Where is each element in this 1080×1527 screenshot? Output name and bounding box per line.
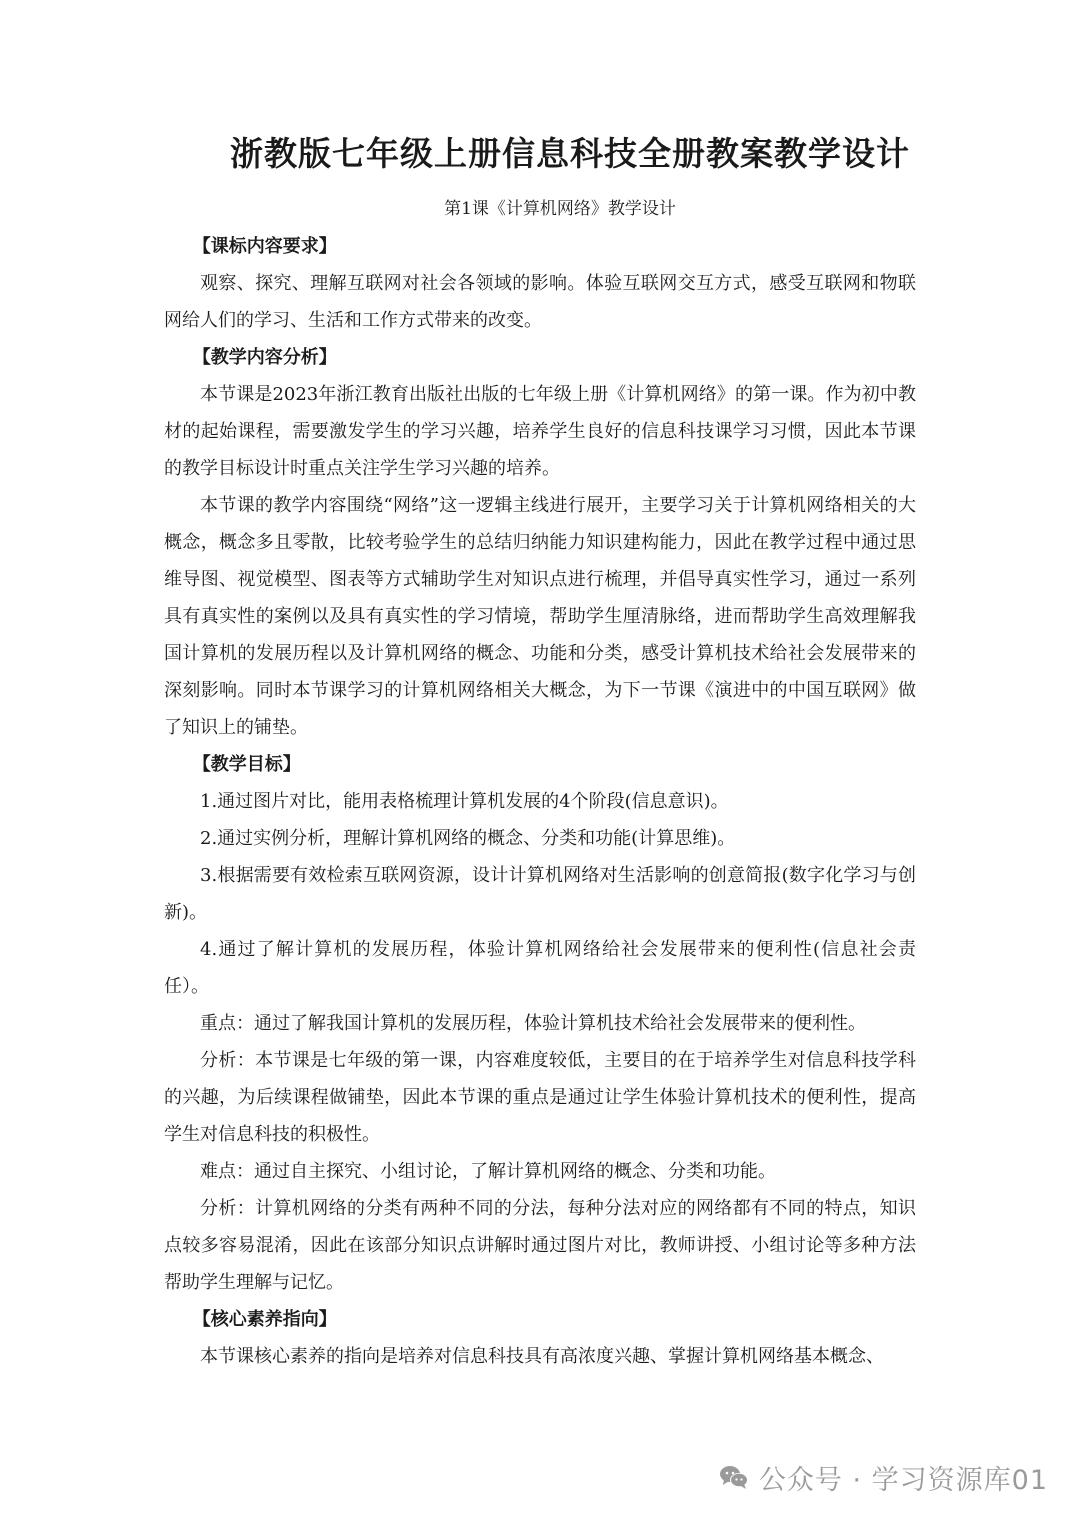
key-point: 重点：通过了解我国计算机的发展历程，体验计算机技术给社会发展带来的便利性。 — [200, 1013, 866, 1034]
section-heading: 【教学目标】 — [192, 754, 301, 775]
paragraph: 本节课的教学内容围绕“网络”这一逻辑主线进行展开，主要学习关于计算机网络相关的大概念，概念多且零散，比较考验学生的总结归纳能力知识建构能力，因此在教学过程中通过思维导图、视觉模型、图表等方式辅助学生对知识点进行梳理，并倡导真实性学习，通过一系列具有真实性的案例以及具有真实性的学习情境，帮助学生厘清脉络，进而帮助学生高效理解我国计算机的发展历程以及计算机网络的概念、功能和分类，感受计算机技术给社会发展带来的深刻影响。同时本节课学习的计算机网络相关大概念，为下一节课《演进中的中国互联网》做了知识上的铺垫。 — [164, 495, 916, 738]
wechat-icon — [719, 1464, 749, 1490]
difficulty-point: 难点：通过自主探究、小组讨论，了解计算机网络的概念、分类和功能。 — [200, 1161, 776, 1182]
objective-item: 3.根据需要有效检索互联网资源，设计计算机网络对生活影响的创意简报(数字化学习与创新)。 — [164, 865, 916, 923]
document-title: 浙教版七年级上册信息科技全册教案教学设计 — [230, 134, 910, 173]
lesson-subtitle: 第1课《计算机网络》教学设计 — [444, 199, 676, 219]
section-heading: 【课标内容要求】 — [192, 236, 337, 257]
section-heading: 【教学内容分析】 — [192, 347, 337, 368]
analysis-paragraph: 分析：本节课是七年级的第一课，内容难度较低，主要目的在于培养学生对信息科技学科的兴趣，为后续课程做铺垫，因此本节课的重点是通过让学生体验计算机技术的便利性，提高学生对信息科技的积极性。 — [164, 1050, 916, 1145]
watermark-text: 公众号 · 学习资源库01 — [758, 1464, 1048, 1496]
objective-item: 4.通过了解计算机的发展历程，体验计算机网络给社会发展带来的便利性(信息社会责任）。 — [164, 939, 916, 997]
section-heading: 【核心素养指向】 — [192, 1309, 337, 1330]
paragraph: 本节课是2023年浙江教育出版社出版的七年级上册《计算机网络》的第一课。作为初中教材的起始课程，需要激发学生的学习兴趣，培养学生良好的信息科技课学习习惯，因此本节课的教学目标设计时重点关注学生学习兴趣的培养。 — [164, 384, 916, 479]
paragraph: 本节课核心素养的指向是培养对信息科技具有高浓度兴趣、掌握计算机网络基本概念、 — [200, 1346, 884, 1367]
watermark — [719, 1457, 1048, 1497]
analysis-paragraph: 分析：计算机网络的分类有两种不同的分法，每种分法对应的网络都有不同的特点，知识点较多容易混淆，因此在该部分知识点讲解时通过图片对比，教师讲授、小组讨论等多种方法帮助学生理解与记忆。 — [164, 1198, 916, 1293]
objective-item: 1.通过图片对比，能用表格梳理计算机发展的4个阶段(信息意识)。 — [200, 791, 729, 812]
paragraph: 观察、探究、理解互联网对社会各领域的影响。体验互联网交互方式，感受互联网和物联网给人们的学习、生活和工作方式带来的改变。 — [164, 273, 916, 331]
objective-item: 2.通过实例分析，理解计算机网络的概念、分类和功能(计算思维)。 — [200, 828, 736, 849]
document-body — [164, 228, 916, 1375]
